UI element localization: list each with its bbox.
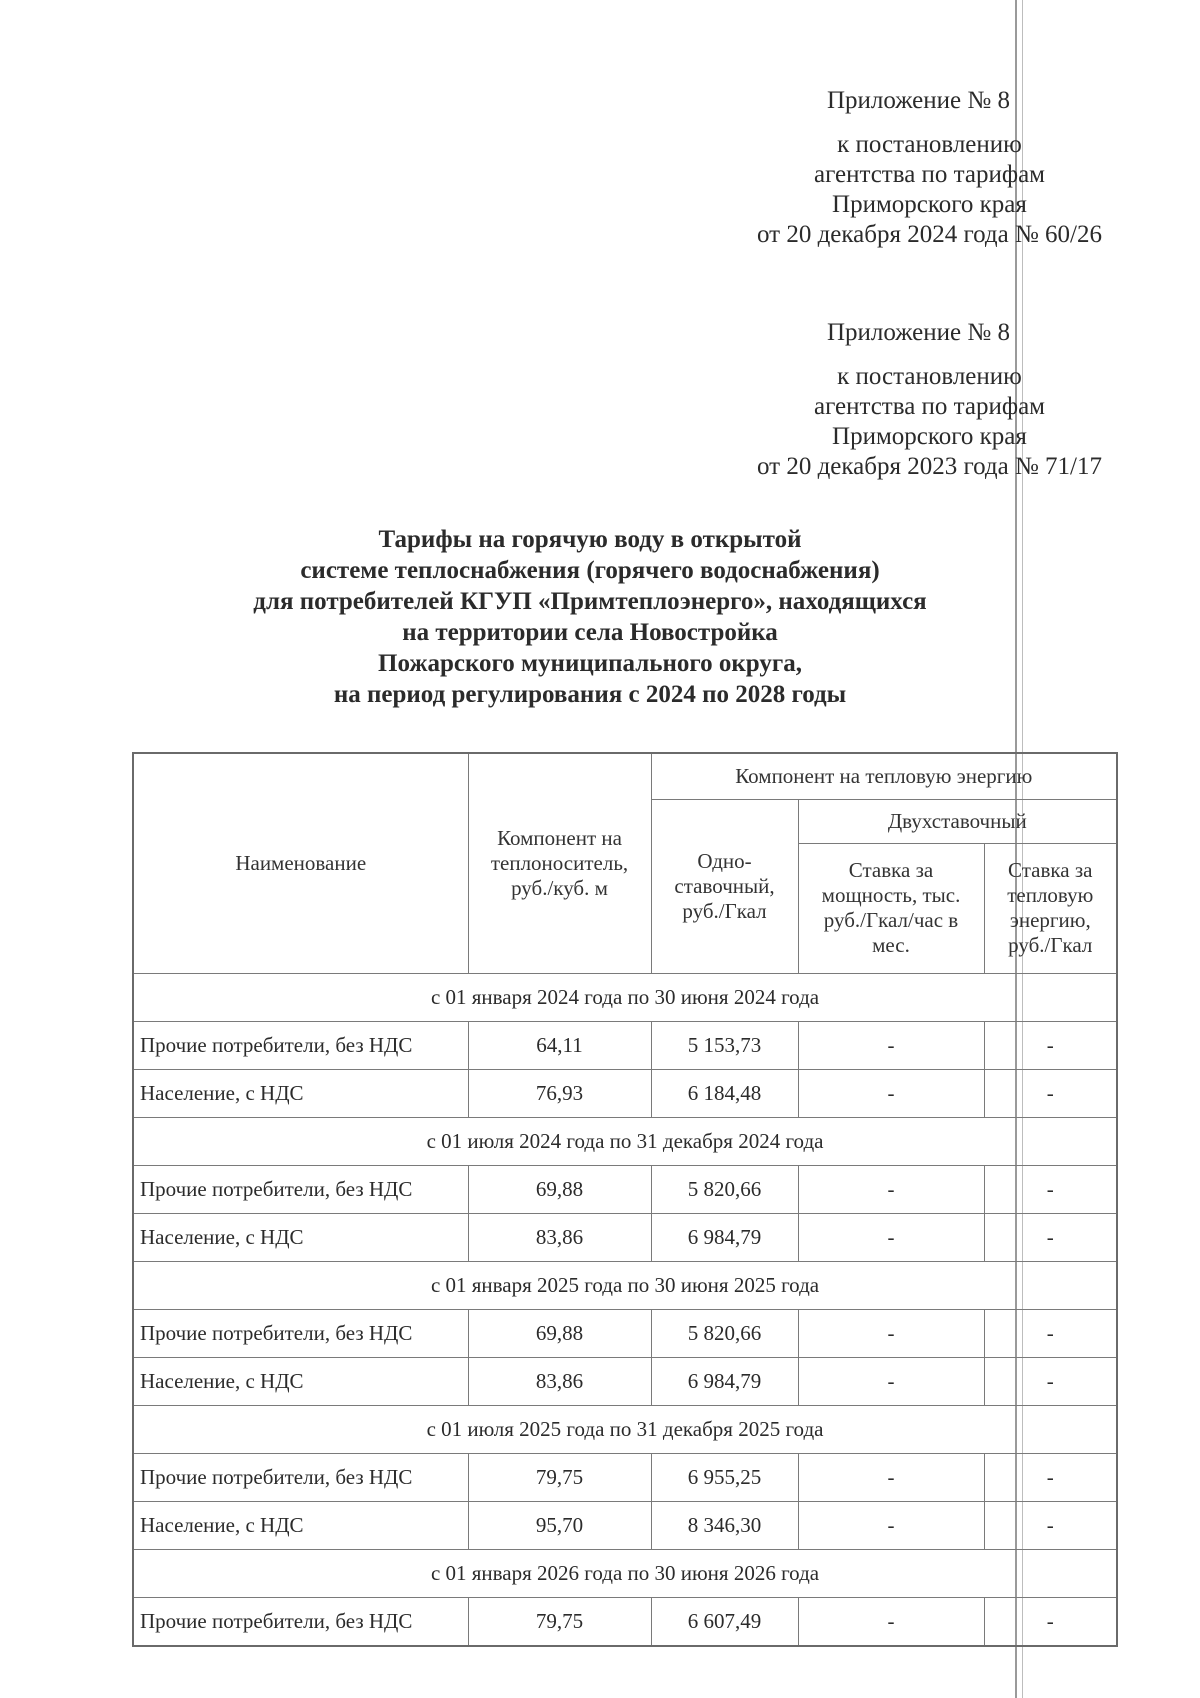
cell-carrier: 95,70 xyxy=(468,1501,651,1549)
cell-single: 6 984,79 xyxy=(651,1357,798,1405)
cell-energy-rate: - xyxy=(984,1501,1117,1549)
table-row xyxy=(133,1453,1117,1501)
tariff-table xyxy=(132,752,1118,1647)
cell-single: 5 153,73 xyxy=(651,1021,798,1069)
cell-capacity: - xyxy=(798,1357,984,1405)
appendix-number: Приложение № 8 xyxy=(826,87,1010,114)
header-carrier: Компонент на теплоноситель, руб./куб. м xyxy=(468,753,651,973)
table-row xyxy=(133,1021,1117,1069)
cell-carrier: 83,86 xyxy=(468,1357,651,1405)
cell-name: Население, с НДС xyxy=(133,1069,468,1117)
cell-name: Прочие потребители, без НДС xyxy=(133,1453,468,1501)
cell-single: 6 955,25 xyxy=(651,1453,798,1501)
title-line: на территории села Новостройка xyxy=(402,619,778,646)
period-row xyxy=(133,1405,1117,1453)
header-energy-rate: Ставка за тепловую энергию, руб./Гкал xyxy=(984,843,1117,973)
period-label: с 01 января 2024 года по 30 июня 2024 года xyxy=(133,973,1117,1021)
table-row xyxy=(133,1501,1117,1549)
period-label: с 01 января 2025 года по 30 июня 2025 года xyxy=(133,1261,1117,1309)
cell-name: Прочие потребители, без НДС xyxy=(133,1309,468,1357)
title-line: системе теплоснабжения (горячего водоснабжения) xyxy=(300,557,880,584)
period-row xyxy=(133,973,1117,1021)
table-row xyxy=(133,1357,1117,1405)
appendix-current xyxy=(757,86,1102,250)
table-row xyxy=(133,1213,1117,1261)
cell-carrier: 69,88 xyxy=(468,1165,651,1213)
cell-energy-rate: - xyxy=(984,1069,1117,1117)
table-row xyxy=(133,1597,1117,1646)
cell-energy-rate: - xyxy=(984,1165,1117,1213)
appendix-line: агентства по тарифам xyxy=(813,393,1045,420)
cell-single: 6 607,49 xyxy=(651,1597,798,1646)
cell-energy-rate: - xyxy=(984,1453,1117,1501)
appendix-previous xyxy=(757,318,1102,482)
cell-capacity: - xyxy=(798,1165,984,1213)
cell-capacity: - xyxy=(798,1453,984,1501)
period-row xyxy=(133,1117,1117,1165)
cell-energy-rate: - xyxy=(984,1597,1117,1646)
period-label: с 01 января 2026 года по 30 июня 2026 года xyxy=(133,1549,1117,1597)
appendix-line: к постановлению xyxy=(837,363,1022,390)
header-single-rate: Одно-ставочный, руб./Гкал xyxy=(651,799,798,973)
header-name: Наименование xyxy=(133,753,468,973)
period-row xyxy=(133,1549,1117,1597)
appendix-line: Приморского края xyxy=(832,191,1027,218)
cell-energy-rate: - xyxy=(984,1021,1117,1069)
cell-capacity: - xyxy=(798,1021,984,1069)
title-line: Тарифы на горячую воду в открытой xyxy=(378,526,802,553)
title-line: для потребителей КГУП «Примтеплоэнерго», находящихся xyxy=(253,588,927,615)
title-line: на период регулирования с 2024 по 2028 годы xyxy=(333,681,847,708)
cell-single: 5 820,66 xyxy=(651,1309,798,1357)
cell-capacity: - xyxy=(798,1069,984,1117)
document-title xyxy=(150,524,1030,710)
cell-carrier: 76,93 xyxy=(468,1069,651,1117)
cell-energy-rate: - xyxy=(984,1309,1117,1357)
period-row xyxy=(133,1261,1117,1309)
title-line: Пожарского муниципального округа, xyxy=(378,650,802,677)
cell-single: 5 820,66 xyxy=(651,1165,798,1213)
cell-capacity: - xyxy=(798,1309,984,1357)
cell-name: Население, с НДС xyxy=(133,1213,468,1261)
appendix-line: к постановлению xyxy=(837,131,1022,158)
cell-capacity: - xyxy=(798,1501,984,1549)
table-row xyxy=(133,1165,1117,1213)
cell-single: 8 346,30 xyxy=(651,1501,798,1549)
cell-capacity: - xyxy=(798,1213,984,1261)
header-capacity-rate: Ставка за мощность, тыс. руб./Гкал/час в мес. xyxy=(798,843,984,973)
cell-name: Население, с НДС xyxy=(133,1501,468,1549)
cell-carrier: 83,86 xyxy=(468,1213,651,1261)
period-label: с 01 июля 2025 года по 31 декабря 2025 года xyxy=(133,1405,1117,1453)
cell-carrier: 79,75 xyxy=(468,1597,651,1646)
cell-carrier: 69,88 xyxy=(468,1309,651,1357)
cell-carrier: 79,75 xyxy=(468,1453,651,1501)
period-label: с 01 июля 2024 года по 31 декабря 2024 года xyxy=(133,1117,1117,1165)
cell-energy-rate: - xyxy=(984,1357,1117,1405)
cell-energy-rate: - xyxy=(984,1213,1117,1261)
appendix-number: Приложение № 8 xyxy=(826,319,1010,346)
cell-capacity: - xyxy=(798,1597,984,1646)
cell-single: 6 184,48 xyxy=(651,1069,798,1117)
cell-single: 6 984,79 xyxy=(651,1213,798,1261)
cell-carrier: 64,11 xyxy=(468,1021,651,1069)
cell-name: Прочие потребители, без НДС xyxy=(133,1597,468,1646)
appendix-line: от 20 декабря 2024 года № 60/26 xyxy=(756,221,1102,248)
cell-name: Прочие потребители, без НДС xyxy=(133,1165,468,1213)
table-row xyxy=(133,1069,1117,1117)
tariff-table-body xyxy=(133,973,1117,1646)
header-two-part: Двухставочный xyxy=(798,799,1117,843)
cell-name: Прочие потребители, без НДС xyxy=(133,1021,468,1069)
table-row xyxy=(133,1309,1117,1357)
cell-name: Население, с НДС xyxy=(133,1357,468,1405)
appendix-line: агентства по тарифам xyxy=(813,161,1045,188)
appendix-line: от 20 декабря 2023 года № 71/17 xyxy=(756,453,1102,480)
appendix-line: Приморского края xyxy=(832,423,1027,450)
header-energy-component: Компонент на тепловую энергию xyxy=(651,753,1117,799)
tariff-table-header xyxy=(133,753,1117,973)
